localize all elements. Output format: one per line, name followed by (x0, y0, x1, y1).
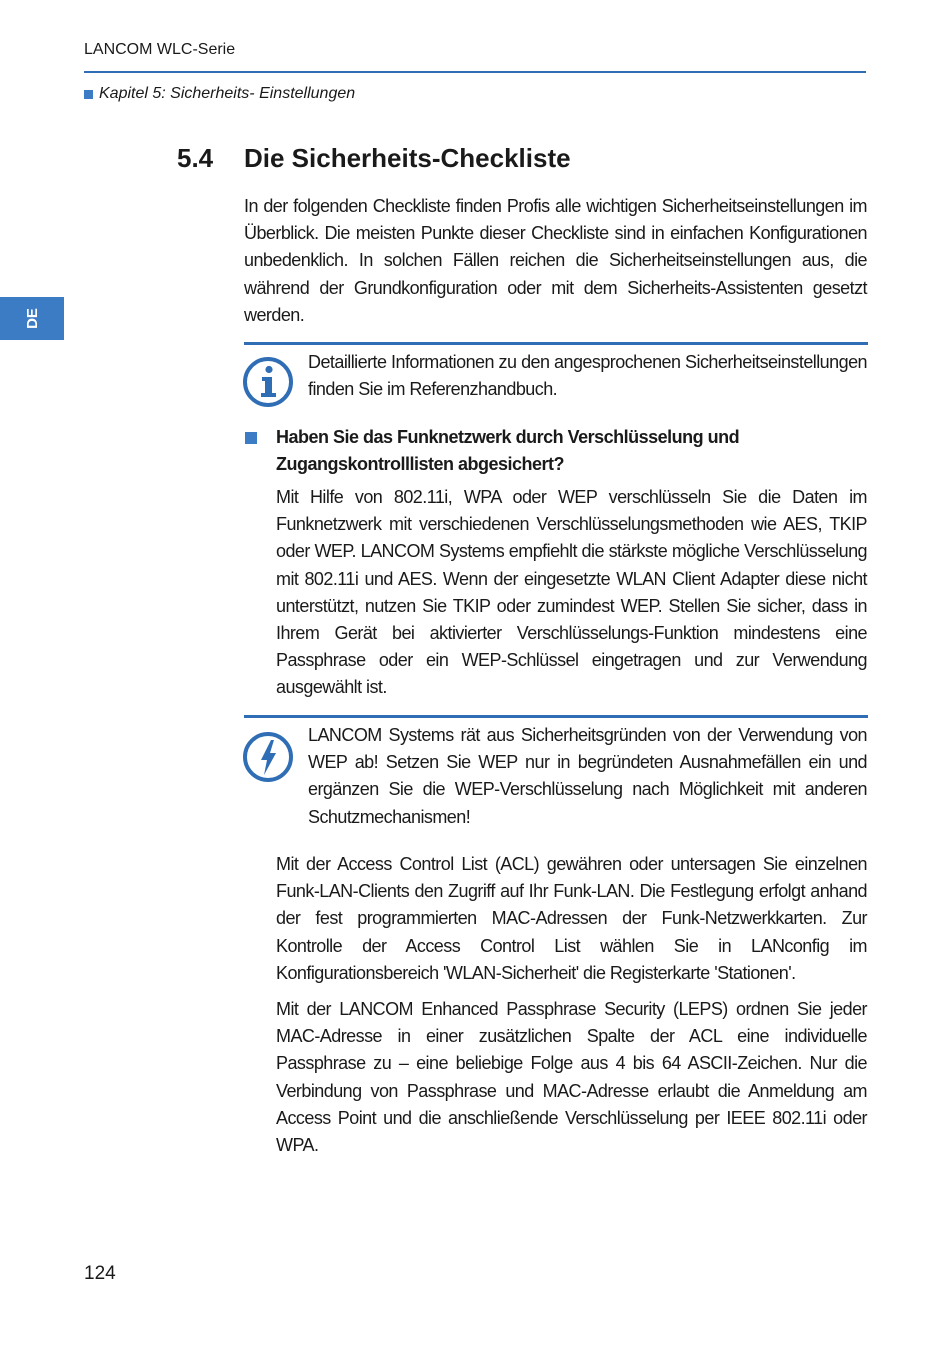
intro-paragraph: In der folgenden Checkliste finden Profis alle wichtigen Sicherheitseinstellungen im Überblick. Die meisten Punkte dieser Checkliste sind in einfachen Konfigurationen unbedenklich. In solchen Fällen reichen die Sicherheitseinstellungen aus, die während der Grundkonfiguration oder mit dem Sicherheits-Assistenten gesetzt werden. (244, 196, 867, 325)
page-number: 124 (84, 1263, 116, 1284)
checklist-bullet-icon (245, 432, 257, 444)
header-rule (84, 71, 866, 73)
checklist-answer: Mit Hilfe von 802.11i, WPA oder WEP verschlüsseln Sie die Daten im Funknetzwerk mit verschiedenen Verschlüsselungsmethoden wie AES, TKIP oder WEP. LANCOM Systems empfiehlt die stärkste mögliche Verschlüsselung mit 802.11i und AES. Wenn der eingesetzte WLAN Client Adapter diese nicht unterstützt, nutzen Sie TKIP oder zumindest WEP. Stellen Sie sicher, dass in Ihrem Gerät bei aktivierter Verschlüsselungs-Funktion mindestens eine Passphrase oder ein WEP-Schlüssel eingetragen und zur Verwendung ausgewählt ist. (276, 487, 867, 698)
language-tab-label: DE (23, 308, 41, 329)
checklist-question: Haben Sie das Funknetzwerk durch Verschlüsselung und Zugangskontrolllisten abgesichert? (276, 427, 740, 475)
leps-paragraph: Mit der LANCOM Enhanced Passphrase Security (LEPS) ordnen Sie jeder MAC-Adresse in einer zusätzlichen Spalte der ACL eine individuelle Passphrase zu – eine beliebige Folge aus 4 bis 64 ASCII-Zeichen. Nur die Verbindung von Passphrase und MAC-Adresse erlaubt die Anmeldung am Access Point und die anschließende Verschlüsselung per IEEE 802.11i oder WPA. (276, 999, 867, 1156)
acl-paragraph: Mit der Access Control List (ACL) gewähren oder untersagen Sie einzelnen Funk-LAN-Clients den Zugriff auf Ihr Funk-LAN. Die Festlegung erfolgt anhand der fest programmierten MAC-Adressen der Funk-Netzwerkkarten. Zur Kontrolle der Access Control List wählen Sie in LANconfig im Konfigurationsbereich 'WLAN-Sicherheit' die Registerkarte 'Stationen'. (276, 854, 867, 983)
section-number: 5.4 (177, 143, 214, 173)
chapter-square-icon (84, 90, 93, 99)
info-note-text: Detaillierte Informationen zu den angesprochenen Sicherheitseinstellungen finden Sie im Referenzhandbuch. (308, 352, 867, 400)
lightning-warning-icon (242, 731, 294, 783)
chapter-label: Kapitel 5: Sicherheits- Einstellungen (99, 85, 356, 102)
info-icon (242, 356, 294, 408)
warning-note-rule (244, 715, 868, 718)
info-note-rule (244, 342, 868, 345)
language-tab (0, 297, 64, 340)
chapter-heading (84, 85, 355, 103)
warning-note-text: LANCOM Systems rät aus Sicherheitsgründen von der Verwendung von WEP ab! Setzen Sie WEP nur in begründeten Ausnahmefällen ein und ergänzen Sie die WEP-Verschlüsselung nach Möglichkeit mit anderen Schutzmechanismen! (308, 725, 867, 827)
running-header-title: LANCOM WLC-Serie (84, 41, 236, 58)
section-title: Die Sicherheits-Checkliste (244, 143, 571, 173)
